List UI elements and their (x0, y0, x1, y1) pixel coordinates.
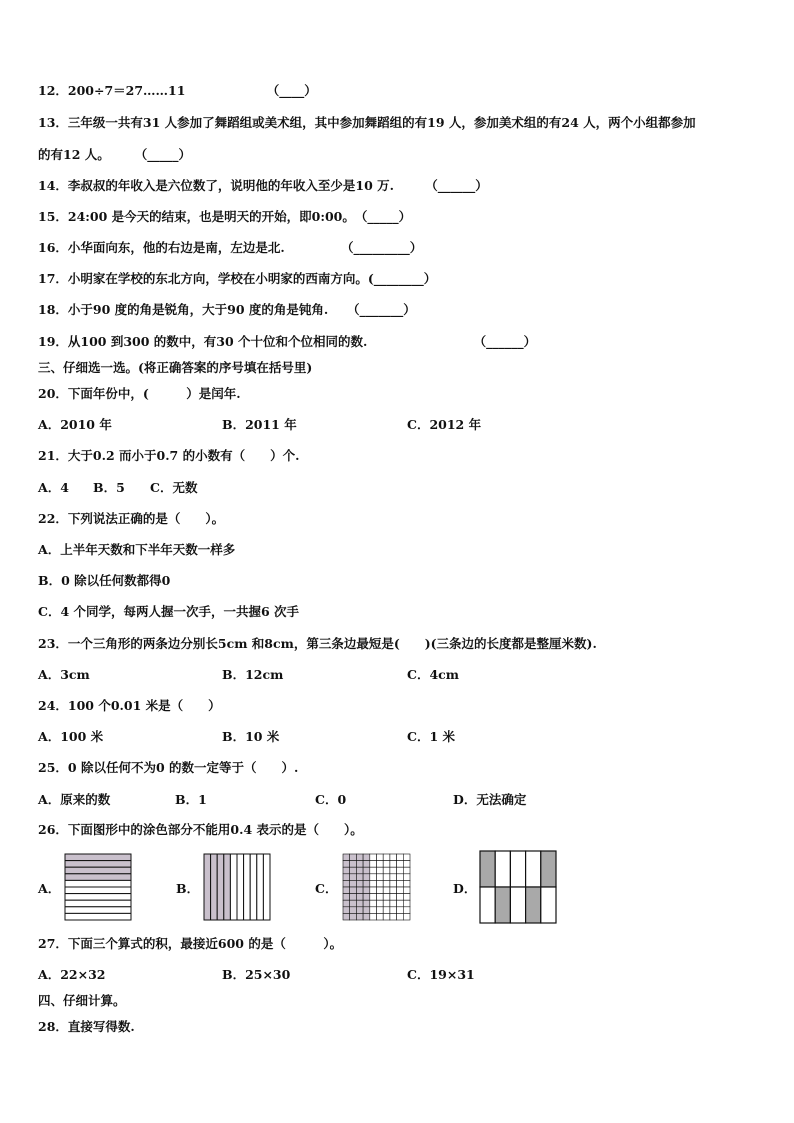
strip-cell (65, 874, 131, 881)
grid-cell (350, 861, 357, 868)
grid-cell (383, 867, 390, 874)
q23-option-a: A．3cm (38, 667, 90, 682)
strip-cell (230, 854, 237, 920)
grid-cell (343, 880, 350, 887)
grid-cell (390, 900, 397, 907)
grid-cell (397, 861, 404, 868)
q23-option-b: B．12cm (222, 667, 284, 682)
grid-cell (356, 907, 363, 914)
q26-label-b: B． (176, 881, 200, 896)
grid-cell (390, 894, 397, 901)
grid-cell (350, 900, 357, 907)
grid-cell (356, 887, 363, 894)
grid-cell (510, 887, 525, 923)
grid-cell (350, 907, 357, 914)
grid-cell (377, 900, 384, 907)
grid-cell (363, 861, 370, 868)
grid-cell (390, 887, 397, 894)
grid-cell (363, 874, 370, 881)
grid-cell (526, 887, 541, 923)
q24-option-a: A．100 米 (38, 729, 104, 744)
grid-cell (350, 894, 357, 901)
grid-cell (377, 861, 384, 868)
strip-cell (65, 887, 131, 894)
q22-option-c: C．4 个同学，每两人握一次手，一共握6 次手 (38, 604, 300, 619)
question-27: 27．下面三个算式的积，最接近600 的是（ ）。 (38, 936, 343, 951)
grid-cell (350, 913, 357, 920)
section-4-heading: 四、仔细计算。 (38, 993, 126, 1008)
grid-cell (480, 851, 495, 887)
grid-cell (397, 880, 404, 887)
strip-cell (244, 854, 251, 920)
grid-cell (356, 854, 363, 861)
strip-cell (211, 854, 218, 920)
section-3-heading: 三、仔细选一选。(将正确答案的序号填在括号里) (38, 360, 313, 375)
figure-a-horizontal-strips (64, 853, 132, 921)
grid-cell (383, 854, 390, 861)
grid-cell (403, 880, 410, 887)
q26-label-c: C． (315, 881, 338, 896)
grid-cell (390, 913, 397, 920)
q22-option-a: A．上半年天数和下半年天数一样多 (38, 542, 236, 557)
question-23: 23．一个三角形的两条边分别长5cm 和8cm，第三条边最短是( )(三条边的长度都是整厘米数). (38, 636, 597, 651)
grid-cell (343, 907, 350, 914)
grid-cell (356, 913, 363, 920)
grid-cell (356, 900, 363, 907)
q25-option-a: A．原来的数 (38, 792, 111, 807)
q20-option-a: A．2010 年 (38, 417, 112, 432)
grid-cell (363, 894, 370, 901)
grid-cell (363, 913, 370, 920)
grid-cell (350, 867, 357, 874)
grid-cell (377, 867, 384, 874)
grid-cell (356, 867, 363, 874)
grid-cell (403, 867, 410, 874)
grid-cell (397, 874, 404, 881)
q26-label-a: A． (38, 881, 61, 896)
grid-cell (495, 887, 510, 923)
grid-cell (510, 851, 525, 887)
grid-cell (397, 913, 404, 920)
q21-option-c: C．无数 (150, 480, 198, 495)
q26-label-d: D． (453, 881, 477, 896)
grid-cell (397, 867, 404, 874)
q23-option-c: C．4cm (407, 667, 459, 682)
grid-cell (363, 854, 370, 861)
grid-cell (377, 880, 384, 887)
strip-cell (204, 854, 211, 920)
q20-option-c: C．2012 年 (407, 417, 482, 432)
strip-cell (65, 867, 131, 874)
grid-cell (403, 907, 410, 914)
grid-cell (377, 907, 384, 914)
strip-cell (237, 854, 244, 920)
grid-cell (356, 861, 363, 868)
figure-b-vertical-strips (203, 853, 271, 921)
grid-cell (403, 861, 410, 868)
question-12: 12．200÷7＝27……11 （____） (38, 83, 317, 98)
q27-option-c: C．19×31 (407, 967, 475, 982)
grid-cell (363, 907, 370, 914)
grid-cell (383, 894, 390, 901)
grid-cell (343, 900, 350, 907)
grid-cell (390, 867, 397, 874)
grid-cell (390, 861, 397, 868)
q21-option-b: B．5 (93, 480, 125, 495)
grid-cell (350, 854, 357, 861)
grid-cell (526, 851, 541, 887)
q24-option-b: B．10 米 (222, 729, 280, 744)
grid-cell (343, 874, 350, 881)
grid-cell (403, 887, 410, 894)
grid-cell (377, 854, 384, 861)
grid-cell (343, 854, 350, 861)
question-28: 28．直接写得数. (38, 1019, 135, 1034)
grid-cell (541, 887, 556, 923)
question-18: 18．小于90 度的角是锐角，大于90 度的角是钝角. （_______） (38, 302, 416, 317)
q27-option-b: B．25×30 (222, 967, 291, 982)
q22-option-b: B．0 除以任何数都得0 (38, 573, 171, 588)
grid-cell (370, 861, 377, 868)
grid-cell (343, 887, 350, 894)
grid-cell (370, 887, 377, 894)
grid-cell (480, 887, 495, 923)
question-13-line2: 的有12 人。 （_____） (38, 147, 191, 162)
grid-cell (363, 867, 370, 874)
q24-option-c: C．1 米 (407, 729, 455, 744)
grid-cell (383, 907, 390, 914)
strip-cell (65, 900, 131, 907)
grid-cell (383, 913, 390, 920)
strip-cell (224, 854, 231, 920)
question-14: 14．李叔叔的年收入是六位数了，说明他的年收入至少是10 万. （______） (38, 178, 488, 193)
figure-d-two-row-grid (479, 850, 557, 924)
grid-cell (370, 867, 377, 874)
grid-cell (403, 900, 410, 907)
grid-cell (383, 900, 390, 907)
grid-cell (397, 900, 404, 907)
grid-cell (343, 894, 350, 901)
grid-cell (403, 913, 410, 920)
strip-cell (65, 907, 131, 914)
grid-cell (370, 907, 377, 914)
question-25: 25．0 除以任何不为0 的数一定等于（ ）. (38, 760, 299, 775)
q25-option-d: D．无法确定 (453, 792, 527, 807)
grid-cell (390, 874, 397, 881)
grid-cell (397, 907, 404, 914)
question-24: 24．100 个0.01 米是（ ） (38, 698, 221, 713)
grid-cell (383, 861, 390, 868)
grid-cell (370, 880, 377, 887)
strip-cell (217, 854, 224, 920)
strip-cell (65, 854, 131, 861)
question-19: 19．从100 到300 的数中，有30 个十位和个位相同的数. （______） (38, 334, 537, 349)
strip-cell (65, 861, 131, 868)
grid-cell (541, 851, 556, 887)
grid-cell (390, 880, 397, 887)
grid-cell (363, 880, 370, 887)
grid-cell (397, 854, 404, 861)
q25-option-c: C．0 (315, 792, 347, 807)
grid-cell (390, 854, 397, 861)
question-20: 20．下面年份中，( ）是闰年. (38, 386, 241, 401)
grid-cell (350, 887, 357, 894)
question-13-line1: 13．三年级一共有31 人参加了舞蹈组或美术组，其中参加舞蹈组的有19 人，参加美术组的有24 人，两个小组都参加 (38, 115, 696, 130)
strip-cell (263, 854, 270, 920)
grid-cell (356, 880, 363, 887)
grid-cell (370, 874, 377, 881)
grid-cell (383, 874, 390, 881)
grid-cell (397, 887, 404, 894)
question-21: 21．大于0.2 而小于0.7 的小数有（ ）个. (38, 448, 300, 463)
grid-cell (383, 880, 390, 887)
strip-cell (65, 880, 131, 887)
grid-cell (370, 913, 377, 920)
grid-cell (377, 874, 384, 881)
grid-cell (356, 874, 363, 881)
strip-cell (65, 913, 131, 920)
grid-cell (356, 894, 363, 901)
strip-cell (257, 854, 264, 920)
grid-cell (343, 867, 350, 874)
grid-cell (370, 854, 377, 861)
grid-cell (377, 913, 384, 920)
question-15: 15．24:00 是今天的结束，也是明天的开始，即0:00。 （_____） (38, 209, 412, 224)
strip-cell (250, 854, 257, 920)
question-17: 17．小明家在学校的东北方向，学校在小明家的西南方向。(________） (38, 271, 437, 286)
figure-c-hundred-grid (342, 853, 411, 921)
grid-cell (383, 887, 390, 894)
grid-cell (350, 874, 357, 881)
grid-cell (363, 900, 370, 907)
grid-cell (350, 880, 357, 887)
grid-cell (370, 894, 377, 901)
grid-cell (370, 900, 377, 907)
grid-cell (403, 894, 410, 901)
grid-cell (397, 894, 404, 901)
question-16: 16．小华面向东，他的右边是南，左边是北. （_________） (38, 240, 423, 255)
grid-cell (377, 887, 384, 894)
strip-cell (65, 894, 131, 901)
grid-cell (363, 887, 370, 894)
grid-cell (495, 851, 510, 887)
grid-cell (343, 913, 350, 920)
q27-option-a: A．22×32 (38, 967, 106, 982)
grid-cell (343, 861, 350, 868)
question-26: 26．下面图形中的涂色部分不能用0.4 表示的是（ ）。 (38, 822, 363, 837)
grid-cell (390, 907, 397, 914)
q21-option-a: A．4 (38, 480, 69, 495)
q25-option-b: B．1 (175, 792, 207, 807)
question-22: 22．下列说法正确的是（ ）。 (38, 511, 225, 526)
grid-cell (403, 874, 410, 881)
grid-cell (377, 894, 384, 901)
q20-option-b: B．2011 年 (222, 417, 297, 432)
grid-cell (403, 854, 410, 861)
